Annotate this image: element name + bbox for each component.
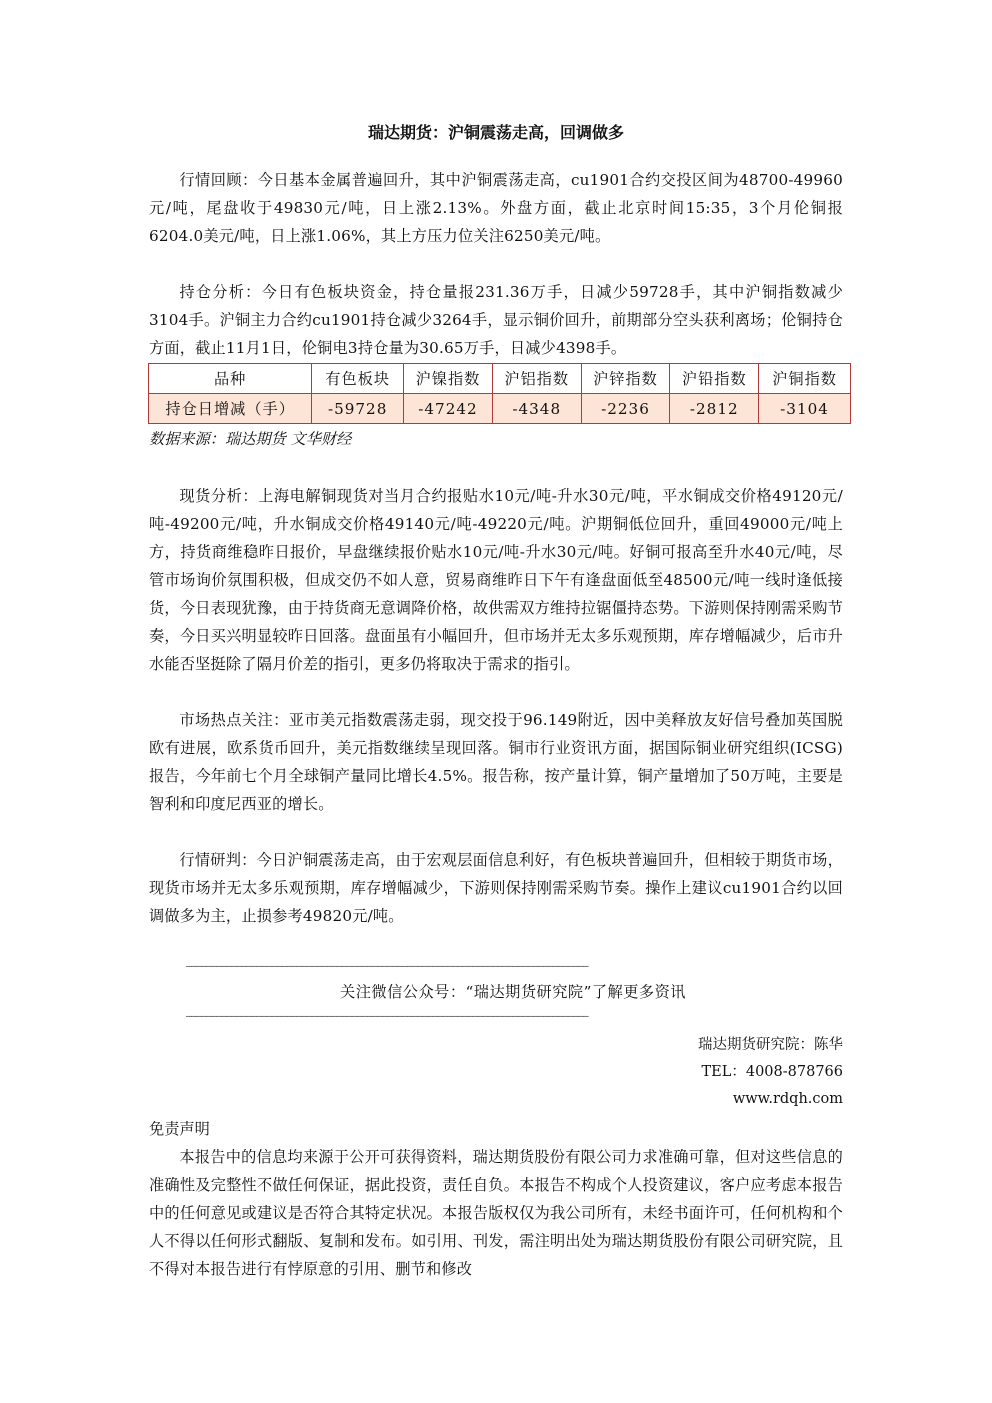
report-page xyxy=(149,118,843,1283)
spacer xyxy=(149,454,843,482)
spacer xyxy=(149,930,843,960)
spot-analysis-paragraph: 现货分析：上海电解铜现货对当月合约报贴水10元/吨-升水30元/吨，平水铜成交价格49120元/吨-49200元/吨，升水铜成交价格49140元/吨-49220元/吨。沪期铜低位回升，重回49000元/吨上方，持货商维稳昨日报价，早盘继续报价贴水10元/吨-升水30元/吨。好铜可报高至升水40元/吨，尽管市场询价氛围积极，但成交仍不如人意，贸易商维昨日下午有逢盘面低至48500元/吨一线时逢低接货，今日表现犹豫，由于持货商无意调降价格，故供需双方维持拉锯僵持态势。下游则保持刚需采购节奏，今日买兴明显较昨日回落。盘面虽有小幅回升，但市场并无太多乐观预期，库存增幅减少，后市升水能否坚挺除了隔月价差的指引，更多仍将取决于需求的指引。 xyxy=(149,487,843,673)
divider-top: ———————————————————————————————————————————————————————————————————————————————— xyxy=(186,961,588,972)
data-source-note: 数据来源：瑞达期货 文华财经 xyxy=(149,430,352,448)
table-header-cell: 品种 xyxy=(149,364,312,394)
disclaimer-heading: 免责声明 xyxy=(149,1120,210,1138)
author-line: 瑞达期货研究院：陈华 xyxy=(698,1037,843,1053)
table-header-cell: 有色板块 xyxy=(312,364,404,394)
table-cell: -47242 xyxy=(404,394,493,424)
wechat-follow-note: 关注微信公众号：“瑞达期货研究院”了解更多资讯 xyxy=(340,983,686,1001)
position-change-table xyxy=(148,363,851,424)
report-title: 瑞达期货：沪铜震荡走高，回调做多 xyxy=(367,123,624,142)
table-cell: 持仓日增减（手） xyxy=(149,394,312,424)
table-cell: -2236 xyxy=(581,394,670,424)
spacer xyxy=(149,818,843,846)
table-header-cell: 沪锌指数 xyxy=(581,364,670,394)
spacer xyxy=(149,250,843,278)
market-judgment-paragraph: 行情研判：今日沪铜震荡走高，由于宏观层面信息利好，有色板块普遍回升，但相较于期货市场，现货市场并无太多乐观预期，库存增幅减少，下游则保持刚需采购节奏。操作上建议cu1901合约以回调做多为主，止损参考49820元/吨。 xyxy=(149,851,843,925)
position-analysis-paragraph: 持仓分析：今日有色板块资金，持仓量报231.36万手，日减少59728手，其中沪铜指数减少3104手。沪铜主力合约cu1901持仓减少3264手，显示铜价回升，前期部分空头获利离场；伦铜持仓方面，截止11月1日，伦铜电3持仓量为30.65万手，日减少4398手。 xyxy=(149,283,843,357)
table-cell: -59728 xyxy=(312,394,404,424)
divider-bottom: ———————————————————————————————————————————————————————————————————————————————— xyxy=(186,1011,588,1022)
table-cell: -4348 xyxy=(492,394,581,424)
table-row xyxy=(149,394,851,424)
table-cell: -2812 xyxy=(670,394,759,424)
table-header-row xyxy=(149,364,851,394)
table-cell: -3104 xyxy=(759,394,851,424)
website-link[interactable]: www.rdqh.com xyxy=(732,1091,843,1107)
tel-line: TEL：4008-878766 xyxy=(701,1064,843,1080)
table-header-cell: 沪铅指数 xyxy=(670,364,759,394)
spacer xyxy=(149,1024,843,1032)
spacer xyxy=(149,678,843,706)
market-hotspot-paragraph: 市场热点关注：亚市美元指数震荡走弱，现交投于96.149附近，因中美释放友好信号叠加英国脱欧有进展，欧系货币回升，美元指数继续呈现回落。铜市行业资讯方面，据国际铜业研究组织(ICSG)报告，今年前七个月全球铜产量同比增长4.5%。报告称，按产量计算，铜产量增加了50万吨，主要是智利和印度尼西亚的增长。 xyxy=(149,711,843,813)
disclaimer-paragraph: 本报告中的信息均来源于公开可获得资料，瑞达期货股份有限公司力求准确可靠，但对这些信息的准确性及完整性不做任何保证，据此投资，责任自负。本报告不构成个人投资建议，客户应考虑本报告中的任何意见或建议是否符合其特定状况。本报告版权仅为我公司所有，未经书面许可，任何机构和个人不得以任何形式翻版、复制和发布。如引用、刊发，需注明出处为瑞达期货股份有限公司研究院，且不得对本报告进行有悖原意的引用、删节和修改 xyxy=(149,1148,843,1278)
table-header-cell: 沪铝指数 xyxy=(492,364,581,394)
table-header-cell: 沪铜指数 xyxy=(759,364,851,394)
table-header-cell: 沪镍指数 xyxy=(404,364,493,394)
market-review-paragraph: 行情回顾：今日基本金属普遍回升，其中沪铜震荡走高，cu1901合约交投区间为48700-49960元/吨，尾盘收于49830元/吨，日上涨2.13%。外盘方面，截止北京时间15:35，3个月伦铜报6204.0美元/吨，日上涨1.06%，其上方压力位关注6250美元/吨。 xyxy=(149,171,843,245)
